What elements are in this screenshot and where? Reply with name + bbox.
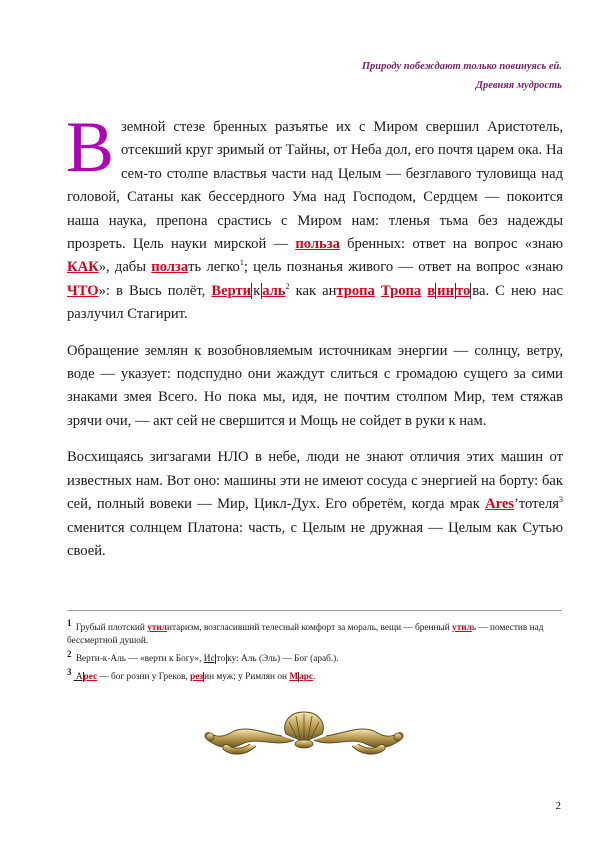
epigraph-attribution: Древняя мудрость — [475, 80, 562, 91]
paragraph-2: Обращение землян к возобновляемым источникам энергии — солнцу, ветру, воде — указует: подспудно они жаждут слиться с громадою сущего за сими знаками змея Всего. Но пока мы, идя, не почтим столпом Мир, тем стяжав зрячи очи, — акт сей не свершится и Мощь не сойдет в руки к нам. — [67, 342, 563, 429]
footnote-separator — [67, 610, 562, 611]
footnote-ref-2[interactable]: 2 — [285, 281, 290, 291]
highlight-word: тропа — [336, 282, 375, 299]
highlight-word: КАК — [67, 259, 99, 276]
epigraph — [362, 57, 562, 95]
page-number: 2 — [555, 800, 561, 812]
epigraph-quote: Природу побеждают только повинуясь ей. — [361, 61, 562, 72]
footnote-1: 1 Грубый плотский утилитаризм, возгласивший телесный комфорт за мораль, вещи — бренный утиль — поместив над бессмертной душой. — [67, 617, 544, 646]
highlight-word: Тропа — [380, 282, 422, 299]
footnote-ref-3[interactable]: 3 — [559, 495, 563, 505]
highlight-word: Верти — [211, 282, 252, 299]
highlight-syllable: ин — [437, 282, 454, 299]
highlight-word: в — [427, 282, 436, 299]
main-text — [66, 107, 564, 576]
highlight-word: полза — [151, 259, 189, 276]
footnote-3: 3 Арес — бог розни у Греков, резин муж; у Римлян он Марс. — [67, 666, 316, 682]
footnote-2: 2 Верти-к-Аль — «верти к Богу», Ис то ку: Аль (Эль) — Бог (араб.). — [67, 648, 339, 664]
baroque-ornament-icon — [196, 706, 412, 760]
highlight-word: Ares — [485, 496, 514, 513]
footnotes — [67, 617, 563, 689]
footnote-ref-1[interactable]: 1 — [239, 258, 244, 268]
highlight-word: аль — [262, 282, 286, 299]
paragraph-1: В земной стезе бренных разъятье их с Миром свершил Аристотель, отсекший круг зримый от Тайны, от Неба дол, его почтя царем ока. На сем-то столпе властвья части над Целым — безглавого туловища над головой, Сатаны как бессердного Ума над Господом, Сердцем — покоится наша наука, препона срастись с Миром нам: тленья тьма без надежды прозреть. Цель науки мирской — польза бренных: ответ на вопрос «знаю КАК», дабы ползать легко$^1$; цель познанья живого — ответ на вопрос «знаю ЧТО»: в Высь полёт, Верти к аль$^2$ как антропа Тропа в ин то ва. С нею нас разлучил Стагирит. — [66, 107, 564, 323]
highlight-word: польза — [295, 236, 340, 253]
highlight-word: то — [456, 282, 471, 299]
paragraph-3: Восхищаясь зигзагами НЛО в небе, люди не знают отличия этих машин от известных нам. Вот оно: машины эти не имеют сосуда с энергией на борту: бак сей, полный вовеки — Мир, Цикл-Дух. Его обретём, когда мрак Ares’тотеля$^3$ сменится солнцем Платона: часть, с Целым не дружная — Целым как Сутью своей. — [67, 449, 563, 559]
divided-syllable: к — [253, 282, 261, 299]
highlight-word: ЧТО — [67, 282, 99, 299]
drop-cap: В — [66, 107, 115, 187]
